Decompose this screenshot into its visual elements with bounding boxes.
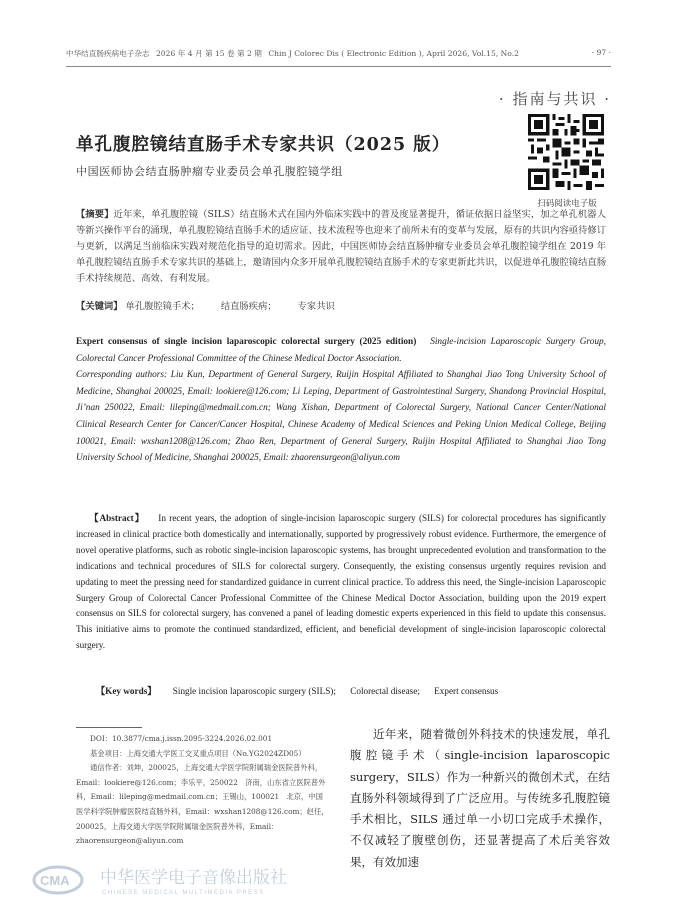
qr-code-icon[interactable] xyxy=(528,114,604,190)
journal-name-en: Chin J Colorec Dis ( Electronic Edition ), April 2026, Vol.15, No.2 xyxy=(268,49,519,58)
english-abstract-text: In recent years, the adoption of single-incision laparoscopic surgery (SILS) for colorectal procedures has significantly increased in clinical practice both domestically and internationally, supported by progressively robust evidence. Furthermore, the emergence of novel operative platforms, such as robotic single-incision laparoscopic systems, has brought unprecedented evolution and transformation to the indications and technical procedures of SILS for colorectal surgery. Consequently, the existing consensus urgently requires revision and updating to meet the pressing need for standardized guidance in current clinical practice. To address this need, the Single-incision Laparoscopic Surgery Group of Colorectal Cancer Professional Committee of the Chinese Medical Doctor Association, building upon the 2019 expert consensus on SILS for colorectal surgery, has convened a panel of leading domestic experts experienced in this field to update this consensus. This initiative aims to promote the continued standardized, efficient, and beneficial development of single-incision laparoscopic colorectal surgery. xyxy=(76,513,606,651)
english-keyword: Colorectal disease; xyxy=(350,686,420,696)
journal-citation xyxy=(66,48,519,59)
author-group: 中国医师协会结直肠肿瘤专业委员会单孔腹腔镜学组 xyxy=(76,165,343,178)
article-title: 单孔腹腔镜结直肠手术专家共识（2025 版） xyxy=(76,135,451,155)
cn-keyword: 单孔腹腔镜手术； xyxy=(125,301,200,312)
english-abstract xyxy=(76,511,606,654)
body-paragraph: 近年来，随着微创外科技术的快速发展，单孔腹腔镜手术（single-incision laparoscopic surgery，SILS）作为一种新兴的微创术式，在结直肠外科领域得到了广泛应用。与传统多孔腹腔镜手术相比，SILS 通过单一小切口完成手术操作，不仅减轻了腹壁创伤，还显著提高了术后美容效果，有效加速 xyxy=(350,727,610,869)
english-group: Single-incision Laparoscopic Surgery Group, Colorectal Cancer Professional Committee of the Chinese Medical Doctor Association. xyxy=(76,337,606,364)
fund-note: 基金项目：上海交通大学医工交叉重点项目（No.YG2024ZD05） xyxy=(90,748,306,758)
section-tag: · 指南与共识 · xyxy=(498,90,611,108)
journal-name-cn: 中华结直肠疾病电子杂志 xyxy=(66,49,150,58)
publisher-logo xyxy=(30,863,330,897)
english-keyword: Expert consensus xyxy=(434,686,499,696)
footnote-rule xyxy=(76,727,142,728)
corresponding-note: 通信作者：刘坤，200025，上海交通大学医学院附属瑞金医院普外科，Email：lookiere@126.com；李乐平，250022 济南，山东省立医院普外科，Email：lileping@medmail.com.cn；王锡山，100021 北京，中国医学科学院肿瘤医院结直肠外科，Email：wxshan1208@126.com；赵任，200025，上海交通大学医学院附属瑞金医院普外科，Email：zhaorensurgeon@aliyun.com xyxy=(76,763,329,846)
header-rule xyxy=(66,66,611,67)
publisher-name-cn: 中华医学电子音像出版社 xyxy=(100,868,287,888)
doi[interactable]: DOI：10.3877/cma.j.issn.2095-3224.2026.02.001 xyxy=(90,734,273,743)
english-keywords-label: 【Key words】 xyxy=(96,686,157,696)
english-front-matter xyxy=(76,334,606,467)
issue-cn: 2026 年 4 月 第 15 卷 第 2 期 xyxy=(155,49,262,58)
page-number: · 97 · xyxy=(591,48,611,57)
logo-mark-text: CMA xyxy=(40,873,70,888)
qr-caption: 扫码阅读电子版 xyxy=(537,199,597,209)
body-text xyxy=(350,724,610,873)
publisher-name-en: CHINESE MEDICAL MULTIMEDIA PRESS xyxy=(102,890,265,896)
english-title: Expert consensus of single incision laparoscopic colorectal surgery (2025 edition) xyxy=(76,337,417,347)
cn-keyword: 专家共识 xyxy=(297,301,335,312)
english-abstract-label: 【Abstract】 xyxy=(89,513,145,523)
cn-abstract-label: 【摘要】 xyxy=(76,209,114,220)
running-header xyxy=(66,48,611,59)
cn-abstract-text: 近年来，单孔腹腔镜（SILS）结直肠术式在国内外临床实践中的普及度显著提升，循证依据日益坚实，加之单孔机器人等新兴操作平台的涌现，单孔腹腔镜结直肠手术的适应证、技术流程等也迎来了前所未有的变革与发展，原有的共识内容亟待修订与更新，以满足当前临床实践对规范化指导的迫切需求。因此，中国医师协会结直肠肿瘤专业委员会单孔腹腔镜学组在 2019 年单孔腹腔镜结直肠手术专家共识的基础上，邀请国内众多开展单孔腹腔镜结直肠手术的专家更新此共识，以促进单孔腹腔镜结直肠手术持续规范、高效、有利发展。 xyxy=(76,209,606,284)
cn-abstract xyxy=(76,207,606,287)
cn-keyword: 结直肠疾病； xyxy=(220,301,277,312)
cn-keywords xyxy=(76,298,353,312)
english-keyword: Single incision laparoscopic surgery (SILS); xyxy=(172,686,336,696)
english-keywords xyxy=(96,683,510,697)
cn-keywords-label: 【关键词】 xyxy=(76,301,123,312)
corresponding-authors: Corresponding authors: Liu Kun, Department of General Surgery, Ruijin Hospital Affiliated to Shanghai Jiao Tong University School of Medicine, Shanghai 200025, Email: lookiere@126.com; Li Leping, Department of Gastrointestinal Surgery, Shandong Provincial Hospital, Ji’nan 250022, Email: lileping@medmail.com.cn; Wang Xishan, Department of Colorectal Surgery, National Cancer Center/National Clinical Research Center for Cancer/Cancer Hospital, Chinese Academy of Medical Sciences and Peking Union Medical College, Beijing 100021, Email: wxshan1208@126.com; Zhao Ren, Department of General Surgery, Ruijin Hospital Affiliated to Shanghai Jiao Tong University School of Medicine, Shanghai 200025, Email: zhaorensurgeon@aliyun.com xyxy=(76,370,606,464)
footnotes xyxy=(76,732,330,849)
